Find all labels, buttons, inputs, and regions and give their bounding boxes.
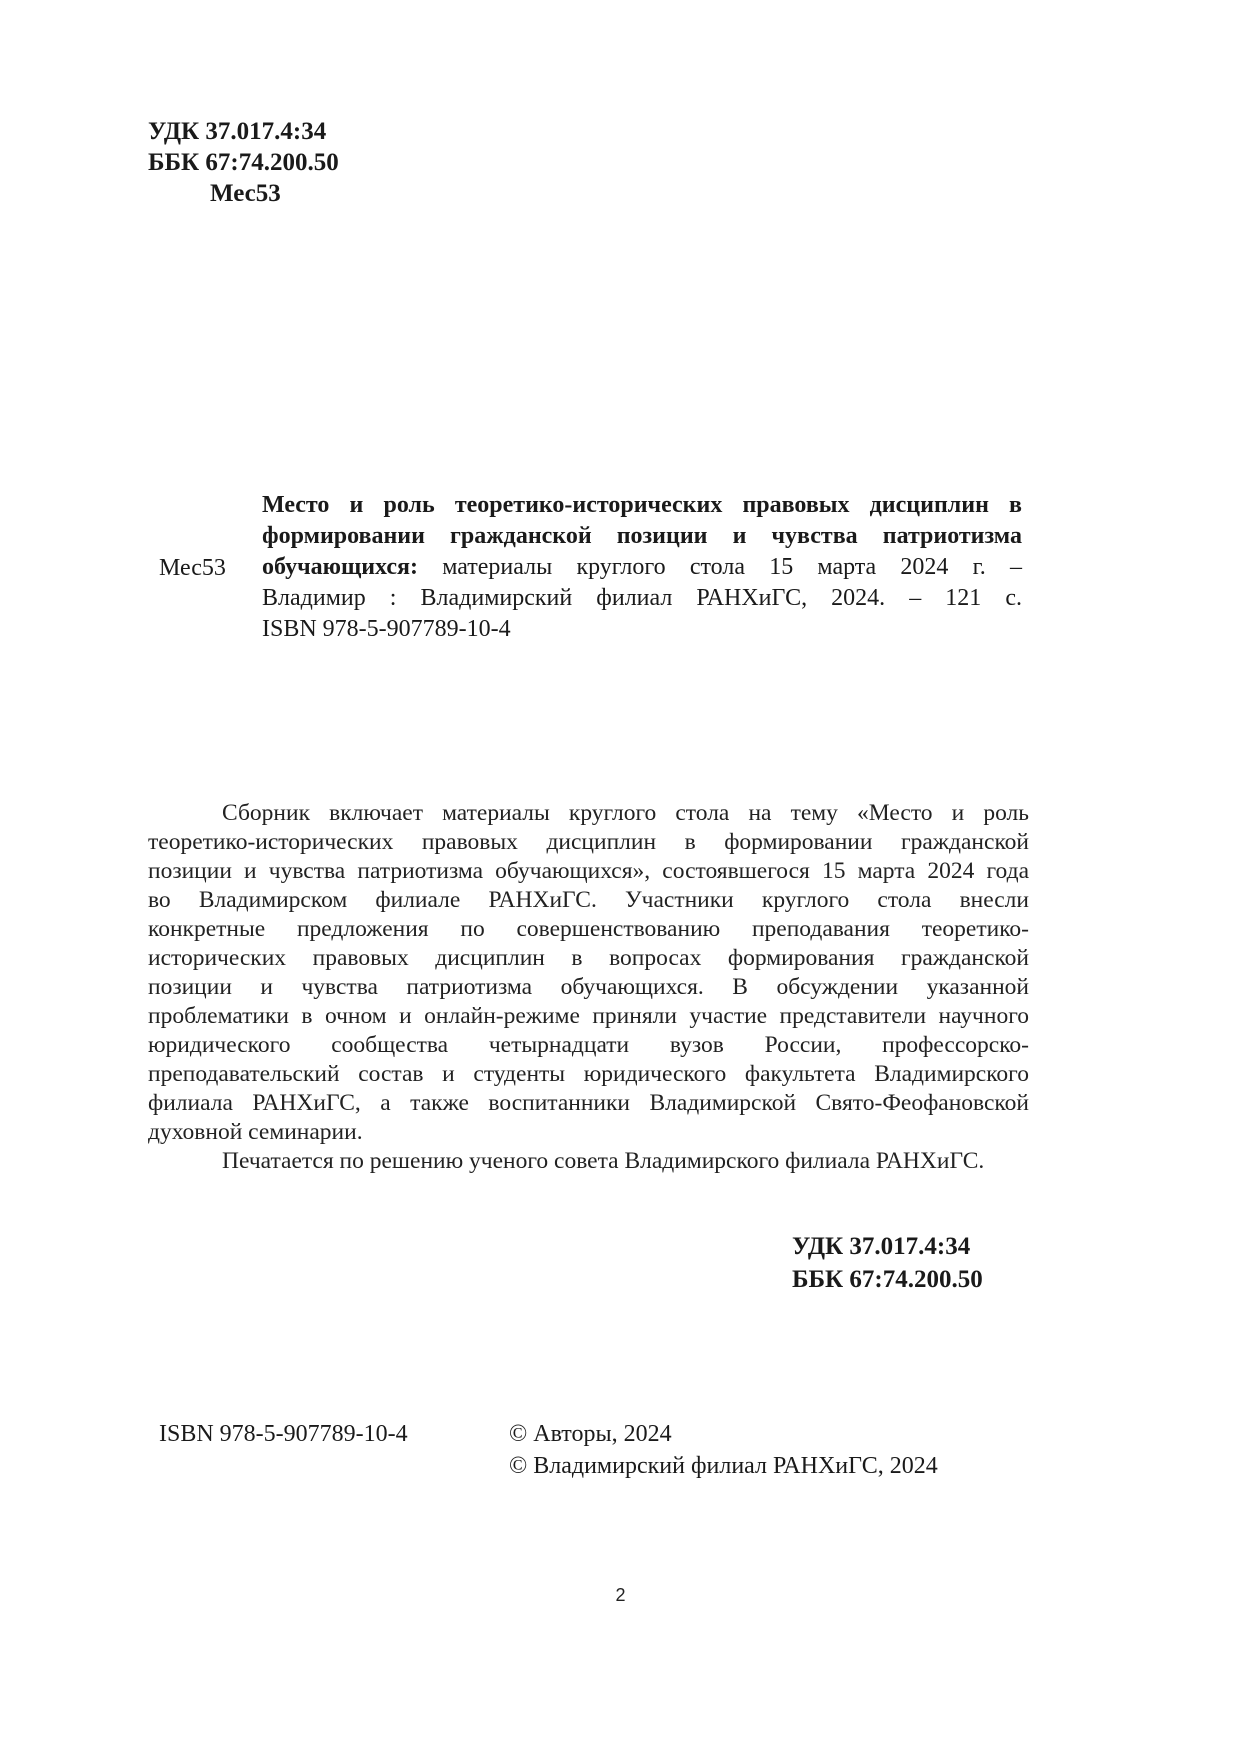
biblio-title-text: Место и роль теоретико-исторических правовых дисциплин в: [262, 492, 1022, 518]
biblio-title-end-line: [262, 552, 1022, 583]
abstract-line: конкретные предложения по совершенствованию преподавания теоретико-: [148, 916, 1029, 942]
abstract-line: преподавательский состав и студенты юридического факультета Владимирского: [148, 1061, 1029, 1087]
header-udk-code: УДК 37.017.4:34: [148, 118, 327, 145]
abstract-line: проблематики в очном и онлайн-режиме приняли участие представители научного: [148, 1003, 1029, 1029]
biblio-title-line: [262, 490, 1022, 521]
copyright-block: [509, 1418, 938, 1482]
biblio-isbn: ISBN 978-5-907789-10-4: [262, 616, 511, 642]
publication-note: Печатается по решению ученого совета Владимирского филиала РАНХиГС.: [222, 1148, 985, 1174]
header-classification-codes: [148, 116, 339, 209]
footer-bbk-code: ББК 67:74.200.50: [792, 1266, 983, 1293]
copyright-publisher: © Владимирский филиал РАНХиГС, 2024: [509, 1453, 938, 1479]
page-number: 2: [615, 1585, 626, 1605]
abstract-line: Сборник включает материалы круглого стола на тему «Место и роль: [222, 800, 1029, 826]
biblio-author-mark: Мес53: [159, 555, 226, 581]
abstract-line: позиции и чувства патриотизма обучающихся. В обсуждении указанной: [148, 974, 1029, 1000]
header-bbk-code: ББК 67:74.200.50: [148, 149, 339, 176]
abstract-paragraph: [148, 799, 1029, 1176]
footer-isbn: ISBN 978-5-907789-10-4: [159, 1421, 408, 1447]
abstract-line: юридического сообщества четырнадцати вузов России, профессорско-: [148, 1032, 1029, 1058]
copyright-authors: © Авторы, 2024: [509, 1421, 672, 1447]
abstract-line: позиции и чувства патриотизма обучающихся», состоявшегося 15 марта 2024 года: [148, 858, 1029, 884]
biblio-details-start: материалы круглого стола 15 марта 2024 г. –: [442, 554, 1022, 580]
biblio-title-end: обучающихся:: [262, 554, 418, 580]
biblio-imprint: Владимир : Владимирский филиал РАНХиГС, 2024. – 121 с.: [262, 585, 1022, 611]
abstract-line: филиала РАНХиГС, а также воспитанники Владимирской Свято-Феофановской: [148, 1090, 1029, 1116]
abstract-line: теоретико-исторических правовых дисциплин в формировании гражданской: [148, 829, 1029, 855]
biblio-title-line: [262, 521, 1022, 552]
bibliographic-record: [262, 490, 1022, 645]
abstract-line: исторических правовых дисциплин в вопросах формирования гражданской: [148, 945, 1029, 971]
biblio-title-text: формировании гражданской позиции и чувства патриотизма: [262, 523, 1022, 549]
abstract-line: во Владимирском филиале РАНХиГС. Участники круглого стола внесли: [148, 887, 1029, 913]
abstract-line: духовной семинарии.: [148, 1119, 363, 1145]
footer-classification-codes: [792, 1230, 983, 1296]
header-author-mark: Мес53: [210, 180, 281, 207]
footer-udk-code: УДК 37.017.4:34: [792, 1233, 971, 1260]
